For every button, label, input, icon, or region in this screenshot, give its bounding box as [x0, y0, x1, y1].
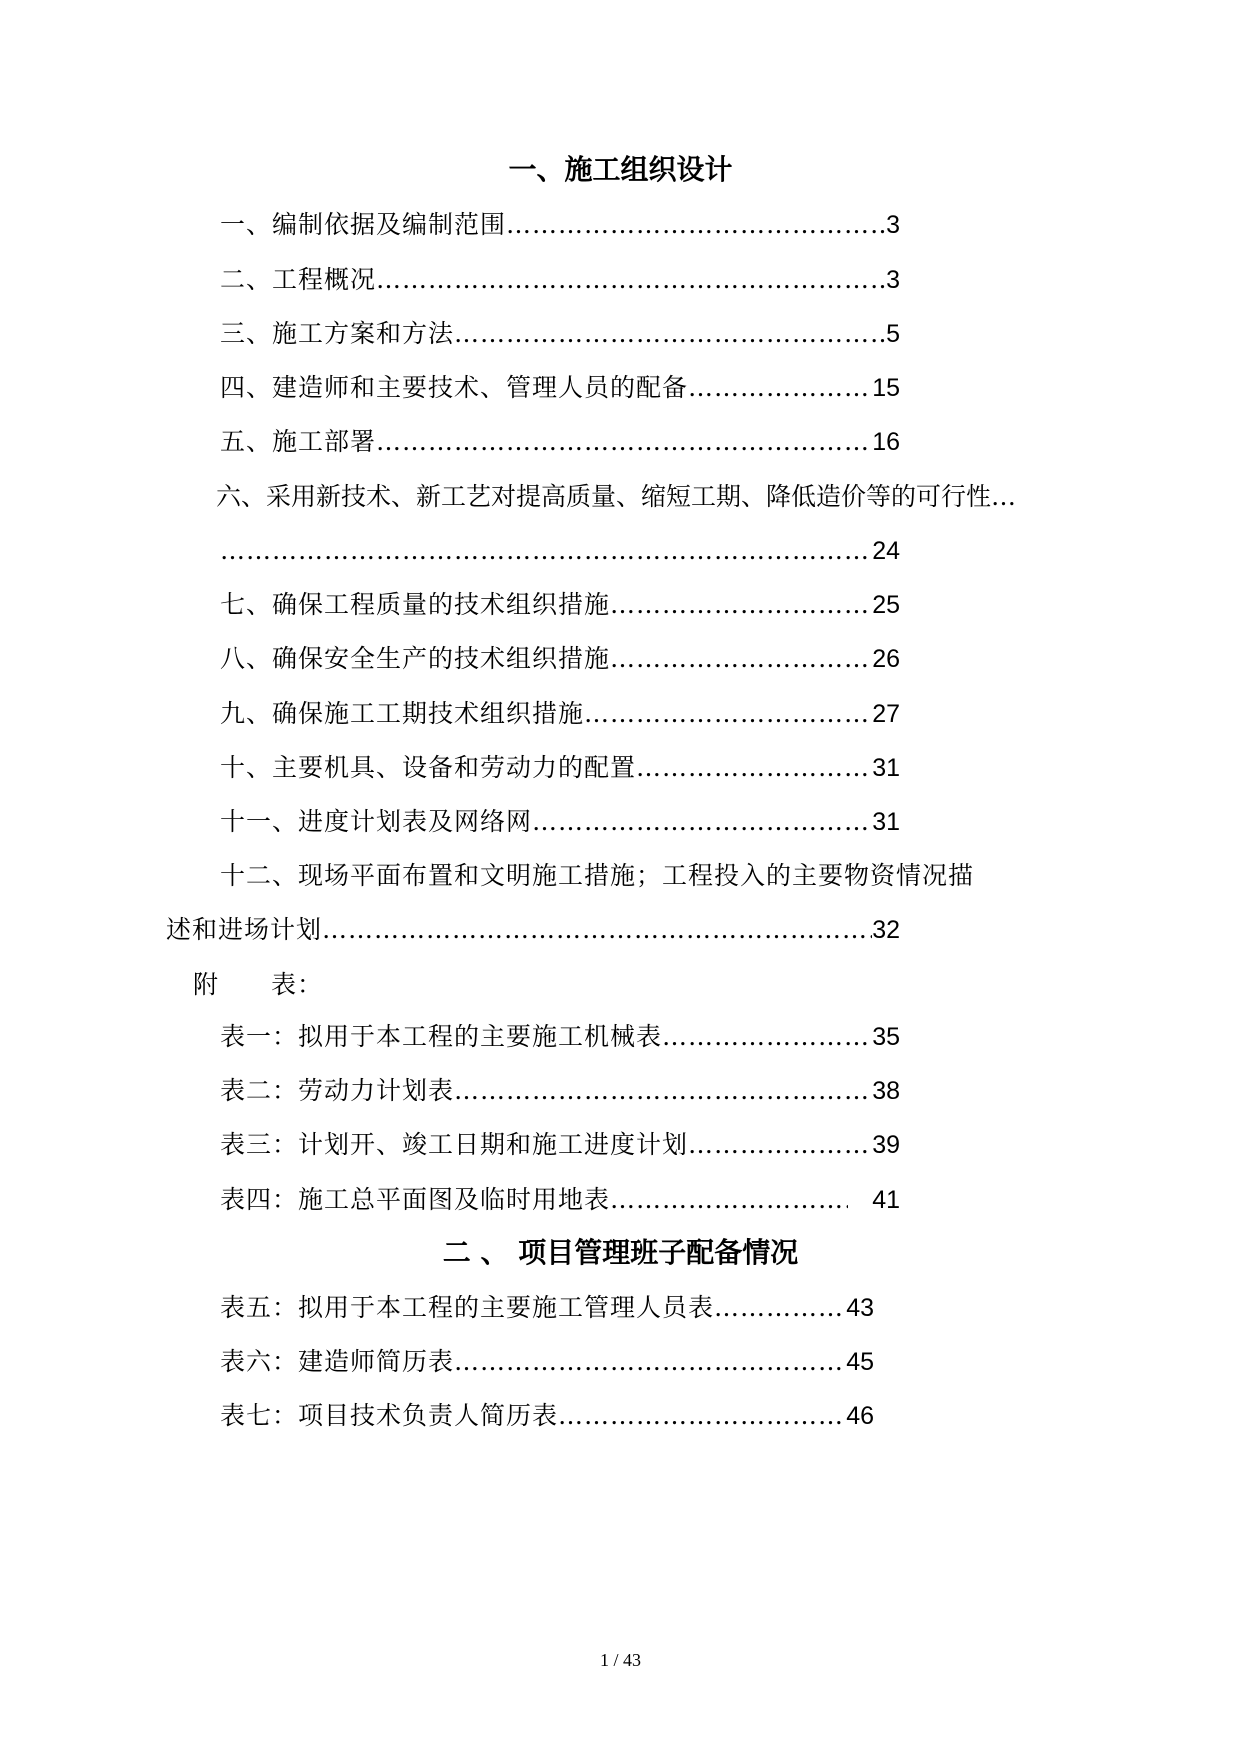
toc-entry-label: 表三：计划开、竣工日期和施工进度计划: [220, 1130, 689, 1159]
toc-entry-label: 五、施工部署: [220, 427, 377, 456]
toc-entry-label: 二、工程概况: [220, 265, 377, 294]
toc-page-number: 27: [872, 700, 900, 728]
toc-page-number: 15: [872, 374, 900, 402]
toc-entry-label: 表五：拟用于本工程的主要施工管理人员表: [220, 1293, 715, 1322]
toc-page-number: 31: [872, 808, 900, 836]
toc-page-number: 16: [872, 428, 900, 456]
toc-entry[interactable]: [220, 1396, 874, 1436]
toc-entry[interactable]: [220, 694, 900, 734]
section1-title: 一、施工组织设计: [508, 153, 733, 186]
toc-page-number: 24: [872, 537, 900, 565]
toc-leader-dots: [454, 1071, 872, 1111]
toc-entry-label: 九、确保施工工期技术组织措施: [220, 699, 585, 728]
toc-entry[interactable]: [220, 205, 900, 245]
toc-leader-dots: [454, 314, 886, 354]
toc-entry-label: 表四：施工总平面图及临时用地表: [220, 1185, 611, 1214]
toc-entry-label-wrapped[interactable]: 十二、现场平面布置和文明施工措施；工程投入的主要物资情况描: [220, 861, 975, 890]
toc-entry[interactable]: [220, 1288, 874, 1328]
toc-page-number: 31: [872, 754, 900, 782]
toc-leader-dots: [454, 1342, 846, 1382]
toc-page-number: 38: [872, 1077, 900, 1105]
toc-entry[interactable]: [220, 1342, 874, 1382]
toc-page-number: 43: [846, 1294, 874, 1322]
toc-entry[interactable]: [220, 585, 900, 625]
toc-page-number: 39: [872, 1131, 900, 1159]
toc-leader-dots: [220, 531, 872, 571]
toc-leader-dots: [376, 422, 872, 462]
toc-leader-dots: [322, 910, 872, 950]
toc-entry-label: 表六：建造师简历表: [220, 1347, 455, 1376]
toc-entry-continuation[interactable]: [166, 910, 900, 950]
toc-leader-dots: [610, 1180, 848, 1220]
toc-leader-dots: [532, 802, 872, 842]
toc-entry[interactable]: [220, 748, 900, 788]
toc-entry[interactable]: [220, 260, 900, 300]
toc-entry[interactable]: [220, 1017, 900, 1057]
toc-entry-label-wrapped[interactable]: 六、采用新技术、新工艺对提高质量、缩短工期、降低造价等的可行性…: [216, 482, 1017, 511]
toc-entry-continuation[interactable]: [220, 531, 900, 571]
toc-leader-dots: [714, 1288, 846, 1328]
toc-page-number: 41: [872, 1186, 900, 1214]
toc-page-number: 46: [846, 1402, 874, 1430]
toc-entry-label: 七、确保工程质量的技术组织措施: [220, 590, 611, 619]
toc-leader-dots: [688, 1125, 872, 1165]
toc-entry[interactable]: [220, 314, 900, 354]
toc-entry[interactable]: [220, 1180, 900, 1220]
toc-page-number: 3: [886, 211, 900, 239]
toc-leader-dots: [558, 1396, 846, 1436]
toc-leader-dots: [662, 1017, 872, 1057]
toc-entry-label: 十、主要机具、设备和劳动力的配置: [220, 753, 637, 782]
page-indicator: 1 / 43: [599, 1650, 641, 1670]
toc-leader-dots: [636, 748, 872, 788]
section2-title: 二 、 项目管理班子配备情况: [442, 1236, 799, 1269]
toc-entry[interactable]: [220, 802, 900, 842]
toc-leader-dots: [376, 260, 886, 300]
toc-page-number: 35: [872, 1023, 900, 1051]
toc-entry-label: 三、施工方案和方法: [220, 319, 455, 348]
toc-leader-dots: [506, 205, 886, 245]
toc-page-number: 45: [846, 1348, 874, 1376]
toc-entry-label: 表七：项目技术负责人简历表: [220, 1401, 559, 1430]
toc-entry-label: 八、确保安全生产的技术组织措施: [220, 644, 611, 673]
toc-leader-dots: [610, 585, 872, 625]
toc-entry[interactable]: [220, 1071, 900, 1111]
toc-entry-label: 表一：拟用于本工程的主要施工机械表: [220, 1022, 663, 1051]
toc-entry-label: 一、编制依据及编制范围: [220, 210, 507, 239]
toc-entry[interactable]: [220, 422, 900, 462]
toc-leader-dots: [584, 694, 872, 734]
toc-entry-label: 四、建造师和主要技术、管理人员的配备: [220, 373, 689, 402]
appendix-title: 附 表：: [193, 970, 324, 999]
toc-leader-dots: [610, 639, 872, 679]
toc-entry-label: 十一、进度计划表及网络网: [220, 807, 533, 836]
toc-page-number: 5: [886, 320, 900, 348]
toc-entry-label: 表二：劳动力计划表: [220, 1076, 455, 1105]
toc-page-number: 3: [886, 266, 900, 294]
toc-page-number: 25: [872, 591, 900, 619]
toc-entry[interactable]: [220, 368, 900, 408]
toc-page-number: 26: [872, 645, 900, 673]
toc-entry[interactable]: [220, 639, 900, 679]
toc-entry-label: 述和进场计划: [166, 915, 323, 944]
toc-page-number: 32: [872, 916, 900, 944]
toc-entry[interactable]: [220, 1125, 900, 1165]
toc-leader-dots: [688, 368, 872, 408]
